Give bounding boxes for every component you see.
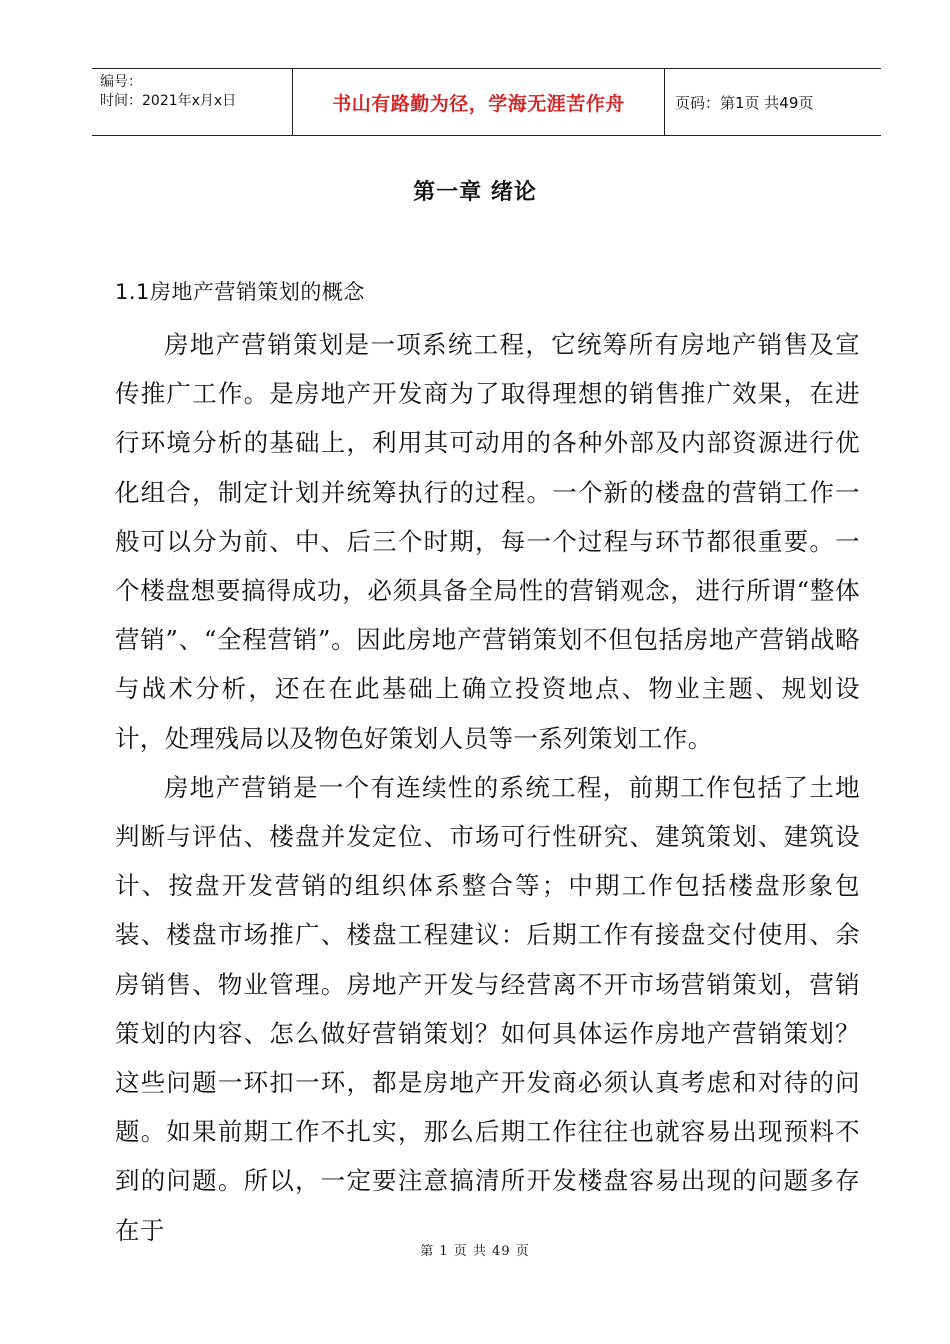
body-text	[115, 320, 860, 1255]
page-info-text: 页码：第1页 共49页	[675, 93, 814, 112]
chapter-title: 第一章 绪论	[413, 180, 537, 205]
document-header	[92, 68, 881, 136]
paragraph: 房地产营销策划是一项系统工程，它统筹所有房地产销售及宣传推广工作。是房地产开发商为了取得理想的销售推广效果，在进行环境分析的基础上，利用其可动用的各种外部及内部资源进行优化组合，制定计划并统筹执行的过程。一个新的楼盘的营销工作一般可以分为前、中、后三个时期，每一个过程与环节都很重要。一个楼盘想要搞得成功，必须具备全局性的营销观念，进行所谓“整体营销”、“全程营销”。因此房地产营销策划不但包括房地产营销战略与战术分析，还在在此基础上确立投资地点、物业主题、规划设计，处理残局以及物色好策划人员等一系列策划工作。	[115, 330, 860, 753]
code-label: 编号：	[100, 74, 142, 90]
section-title: 1.1房地产营销策划的概念	[115, 280, 365, 304]
motto-cell	[293, 69, 665, 135]
page-footer: 第 1 页 共 49 页	[420, 1244, 530, 1259]
motto-text: 书山有路勤为径，学海无涯苦作舟	[332, 92, 625, 115]
time-label: 时间：2021年x月x日	[100, 93, 237, 109]
paragraph: 房地产营销是一个有连续性的系统工程，前期工作包括了土地判断与评估、楼盘并发定位、市场可行性研究、建筑策划、建筑设计、按盘开发营销的组织体系整合等；中期工作包括楼盘形象包装、楼盘市场推广、楼盘工程建议：后期工作有接盘交付使用、余房销售、物业管理。房地产开发与经营离不开市场营销策划，营销策划的内容、怎么做好营销策划？如何具体运作房地产营销策划？这些问题一环扣一环，都是房地产开发商必须认真考虑和对待的问题。如果前期工作不扎实，那么后期工作往往也就容易出现预料不到的问题。所以，一定要注意搞清所开发楼盘容易出现的问题多存在于	[115, 772, 860, 1245]
header-meta-cell	[92, 69, 293, 135]
page-info-cell	[665, 69, 881, 135]
